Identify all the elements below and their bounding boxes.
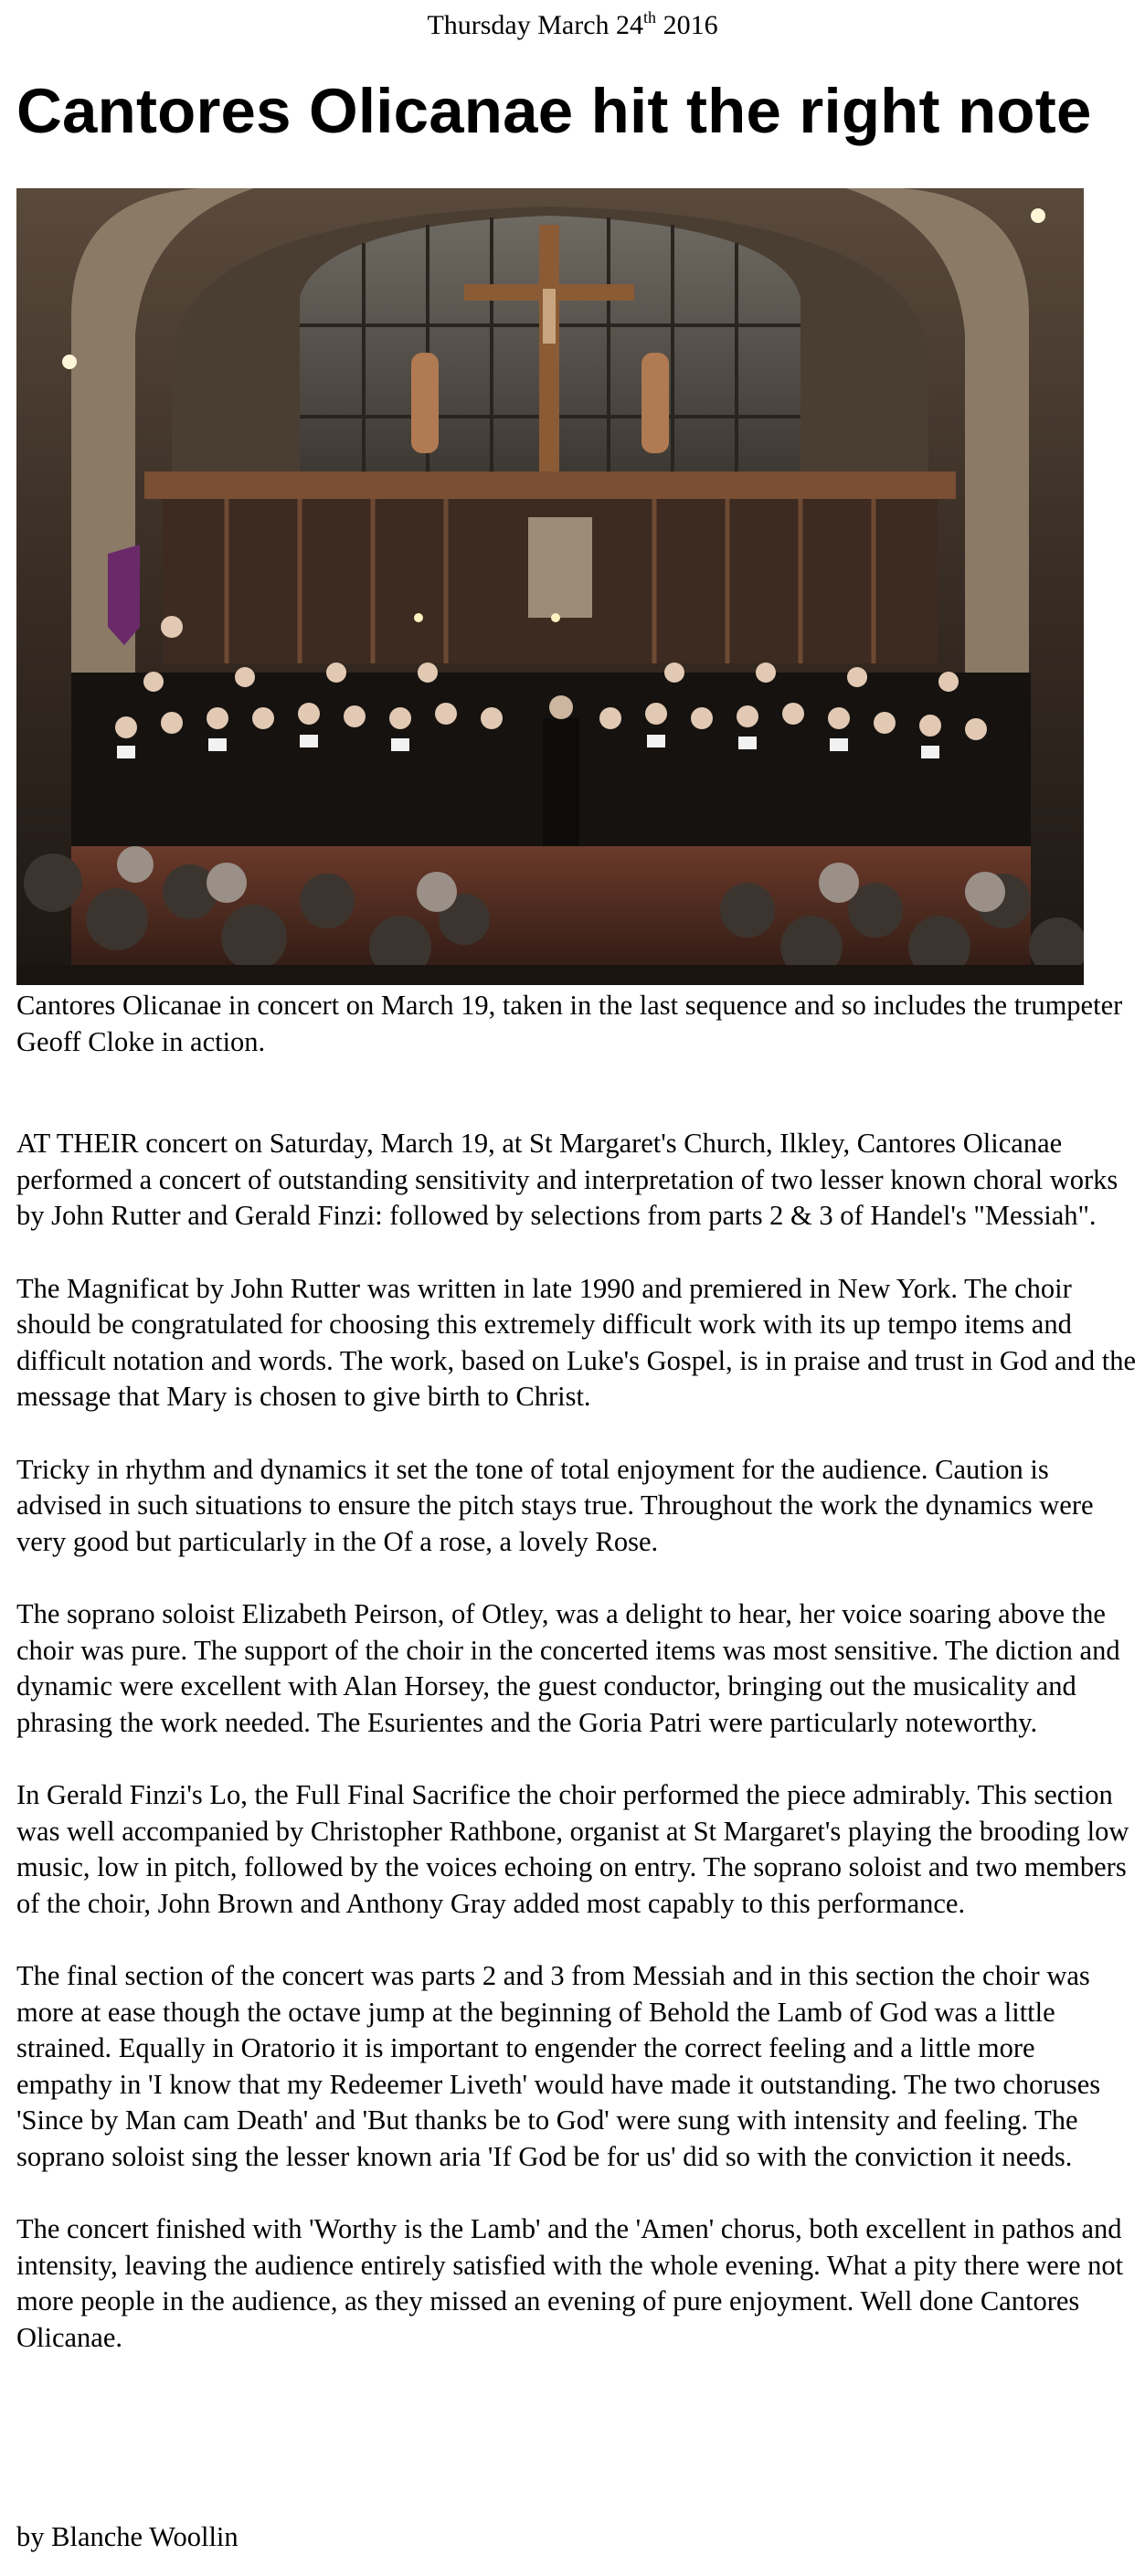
article-paragraph: The soprano soloist Elizabeth Peirson, of Otley, was a delight to hear, her voice soaring above the choir was pure. The support of the choir in the concerted items was most sensitive. The diction and dynamic were excellent with Alan Horsey, the guest conductor, bringing out the musicality and phrasing the work needed. The Esurientes and the Goria Patri were particularly noteworthy. [16,1598,1120,1738]
photo-caption: Cantores Olicanae in concert on March 19, taken in the last sequence and so includes the trumpeter Geoff Cloke in action. [16,990,1123,1057]
article-headline: Cantores Olicanae hit the right note [16,76,1092,146]
date-day-suffix: th [643,8,657,27]
article-paragraph: Tricky in rhythm and dynamics it set the tone of total enjoyment for the audience. Caution is advised in such situations to ensure the pitch stays true. Throughout the work the dynamics were very good but particularly in the Of a rose, a lovely Rose. [16,1453,1094,1557]
article-body [16,1126,1136,2392]
date-month: March [537,10,610,40]
date-year: 2016 [663,10,718,40]
article-paragraph: The Magnificat by John Rutter was written in late 1990 and premiered in New York. The choir should be congratulated for choosing this extremely difficult work with its up tempo items and difficult notation and words. The work, based on Luke's Gospel, is in praise and trust in God and the message that Mary is chosen to give birth to Christ. [16,1272,1137,1412]
concert-photo [16,188,1084,985]
church-choir-photo-illustration [16,188,1084,985]
author-byline: by Blanche Woollin [16,2521,239,2552]
date-weekday: Thursday [427,10,531,40]
article-paragraph: In Gerald Finzi's Lo, the Full Final Sacrifice the choir performed the piece admirably. This section was well accompanied by Christopher Rathbone, organist at St Margaret's playing the brooding low music, low in pitch, followed by the voices echoing on entry. The soprano soloist and two members of the choir, John Brown and Anthony Gray added most capably to this performance. [16,1779,1129,1919]
publication-date [0,7,1145,44]
article-paragraph: The final section of the concert was parts 2 and 3 from Messiah and in this section the choir was more at ease though the octave jump at the beginning of Behold the Lamb of God was a little strained. Equally in Oratorio it is important to engender the correct feeling and a little more empathy in 'I know that my Redeemer Liveth' would have made it outstanding. The two choruses 'Since by Man cam Death' and 'But thanks be to God' were sung with intensity and feeling. The soprano soloist sing the lesser known aria 'If God be for us' did so with the conviction it needs. [16,1960,1101,2172]
date-day: 24 [616,10,644,40]
article-paragraph: AT THEIR concert on Saturday, March 19, at St Margaret's Church, Ilkley, Cantores Olicanae performed a concert of outstanding sensitivity and interpretation of two lesser known choral works by John Rutter and Gerald Finzi: followed by selections from parts 2 & 3 of Handel's "Messiah". [16,1128,1118,1231]
article-paragraph: The concert finished with 'Worthy is the Lamb' and the 'Amen' chorus, both excellent in pathos and intensity, leaving the audience entirely satisfied with the whole evening. What a pity there were not more people in the audience, as they missed an evening of pure enjoyment. Well done Cantores Olicanae. [16,2213,1124,2353]
